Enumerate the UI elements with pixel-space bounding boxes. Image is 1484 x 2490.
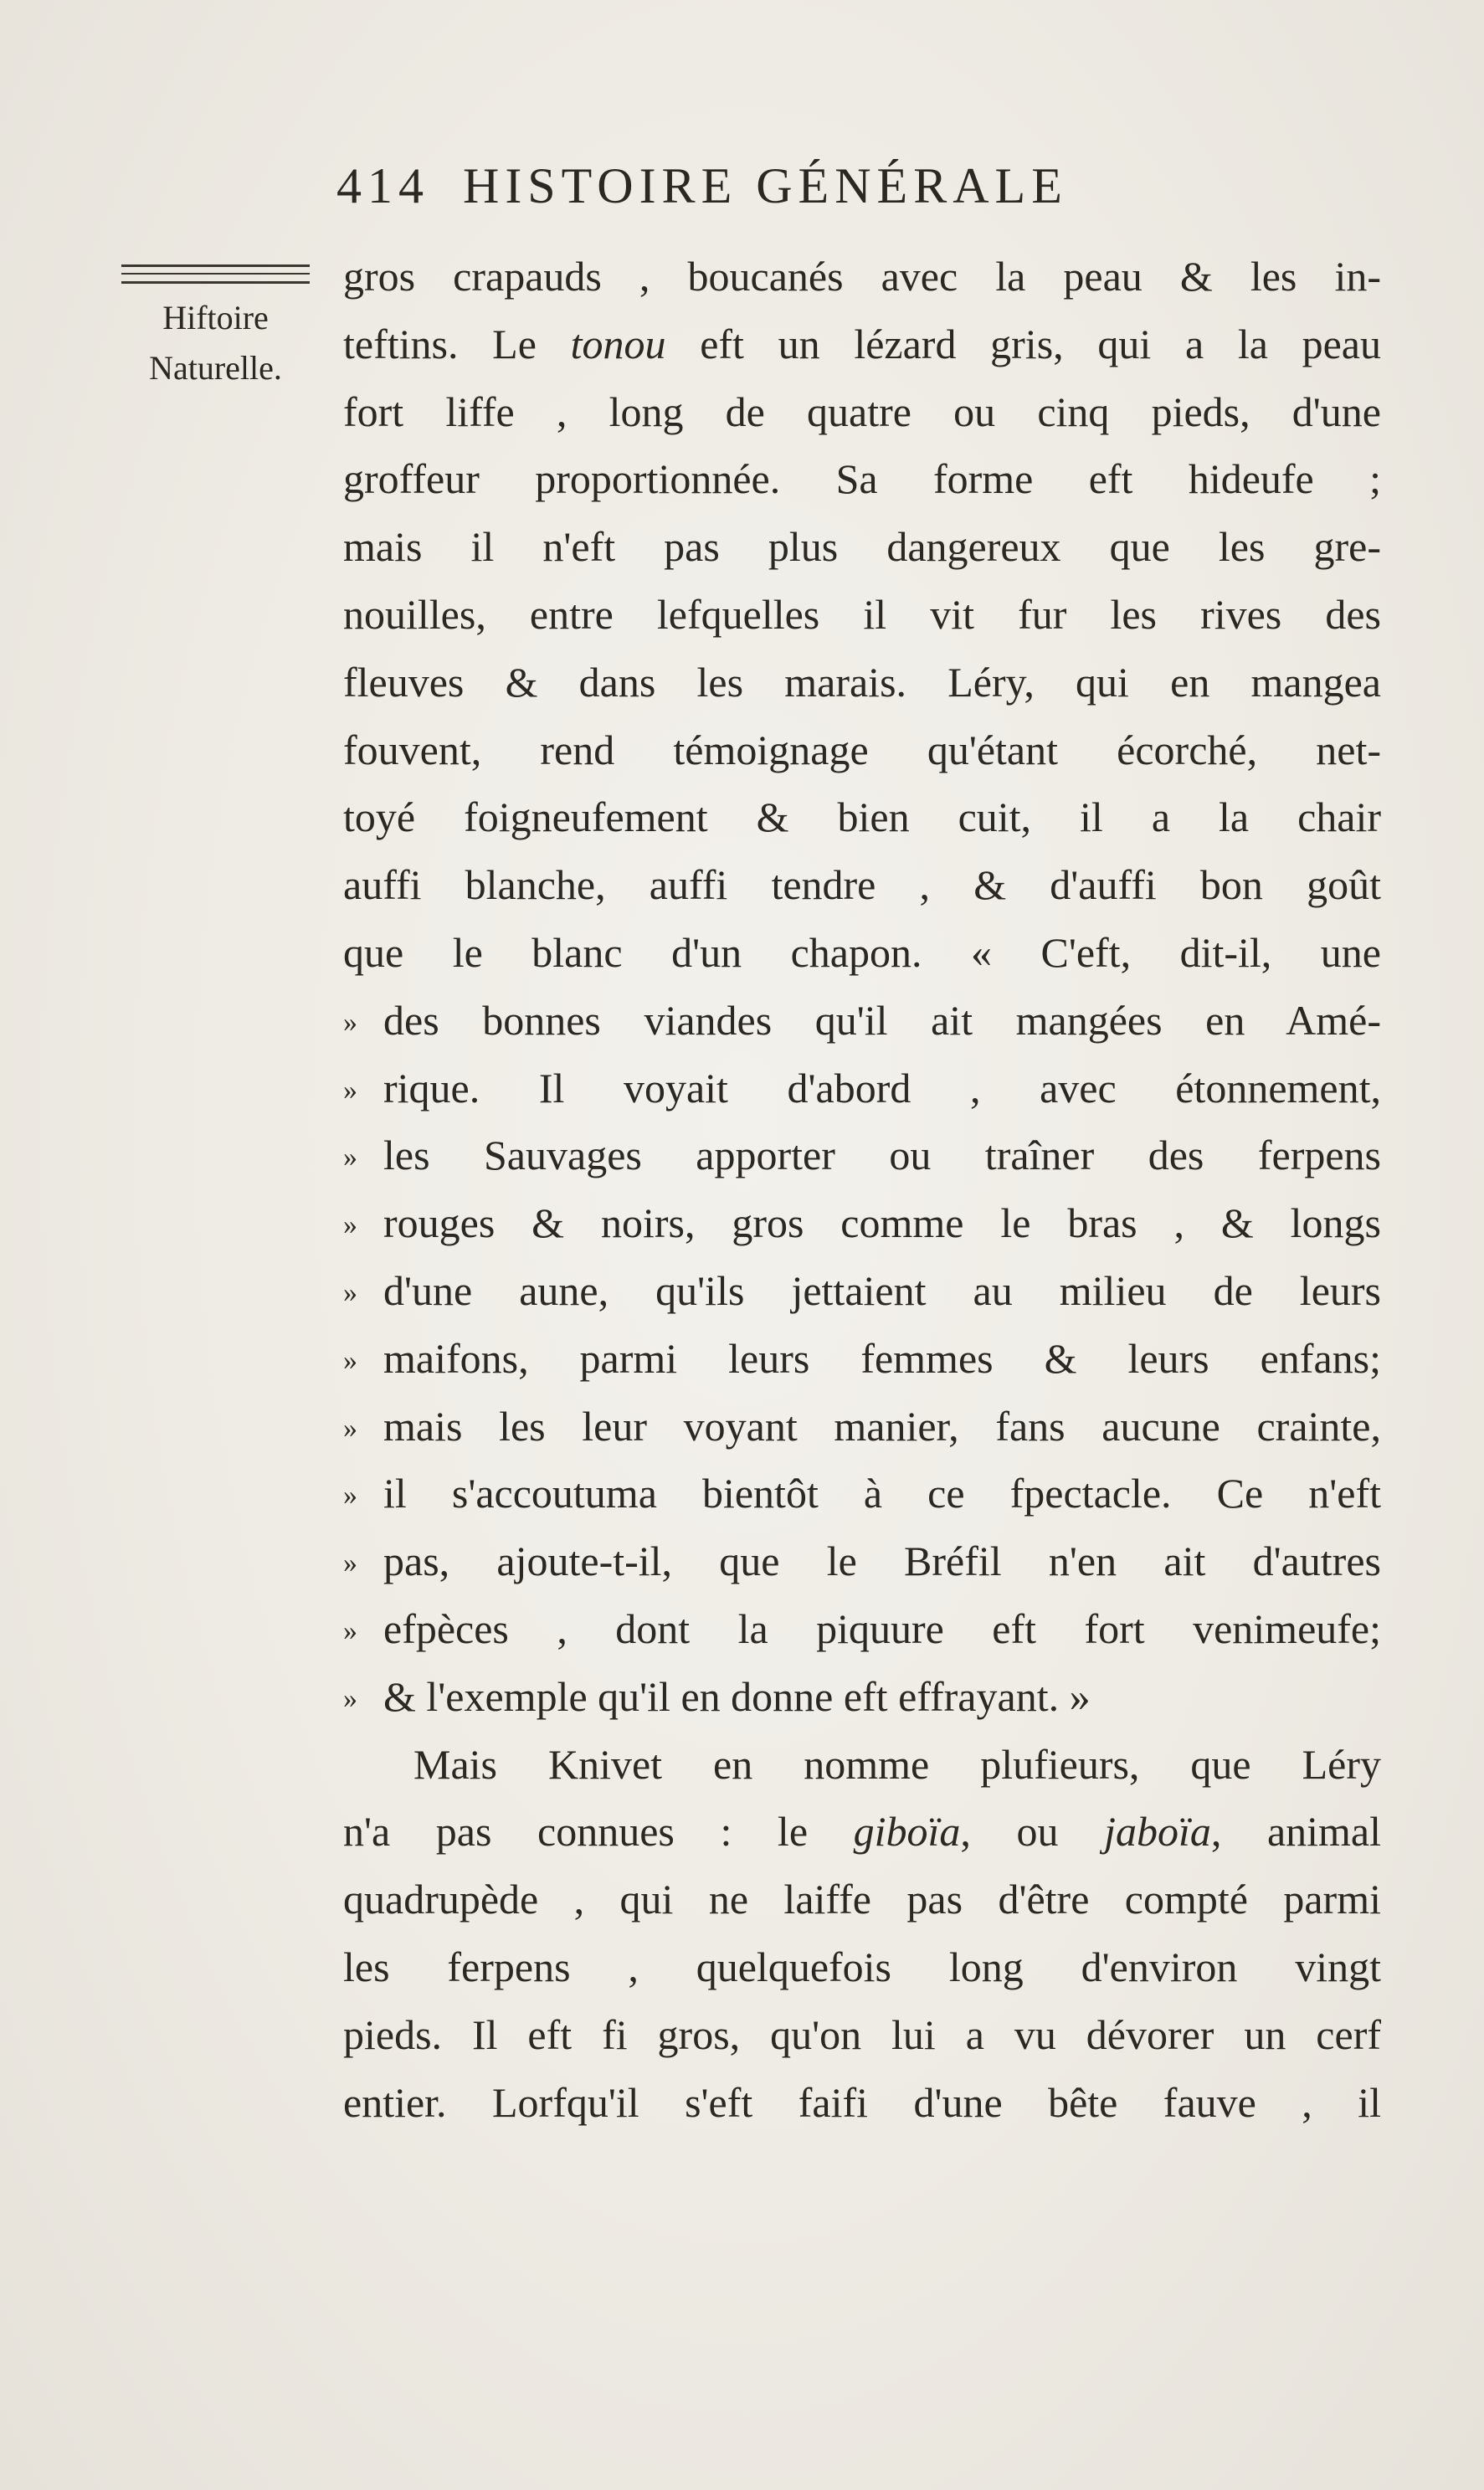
text-run: rique. Il voyait d'abord , avec étonnement, — [383, 1064, 1381, 1112]
text-run: rouges & noirs, gros comme le bras , & longs — [383, 1199, 1381, 1247]
text-run: efpèces , dont la piquure eft fort venimeufe; — [383, 1604, 1381, 1652]
text-run: , animal — [1210, 1808, 1382, 1856]
text-run: teftins. Le — [343, 320, 571, 367]
text-line: entier. Lorfqu'il s'eft faifi d'une bête fauve , il — [343, 2078, 1381, 2126]
quote-mark: » — [343, 1480, 357, 1512]
quote-mark: » — [343, 1412, 357, 1444]
text-line — [343, 1460, 1381, 1527]
text-run: mais les leur voyant manier, fans aucune crainte, — [383, 1402, 1381, 1450]
text-line — [343, 1393, 1381, 1461]
body-text — [343, 243, 1381, 2136]
text-run: les Sauvages apporter ou traîner des ferpens — [383, 1132, 1381, 1179]
text-run: eft un lézard gris, qui a la peau — [665, 320, 1381, 367]
text-line: Mais Knivet en nomme plufieurs, que Léry — [413, 1740, 1381, 1788]
text-line: que le blanc d'un chapon. « C'eft, dit-il, une — [343, 928, 1381, 976]
quote-mark: » — [343, 1615, 357, 1646]
text-line — [343, 1663, 1381, 1731]
text-run: n'a pas connues : le — [343, 1808, 854, 1856]
running-title: HISTOIRE GÉNÉRALE — [463, 158, 1068, 213]
quote-mark: » — [343, 1074, 357, 1106]
margin-note-line: Naturelle. — [149, 349, 282, 387]
text-line: fort liffe , long de quatre ou cinq pieds, d'une — [343, 388, 1381, 435]
text-line — [343, 1527, 1381, 1595]
text-line — [343, 1189, 1381, 1257]
text-line: groffeur proportionnée. Sa forme eft hideufe ; — [343, 455, 1381, 503]
text-line: pieds. Il eft fi gros, qu'on lui a vu dévorer un cerf — [343, 2010, 1381, 2058]
text-line — [343, 1798, 1381, 1866]
text-line — [343, 1595, 1381, 1663]
margin-note — [121, 293, 310, 393]
italic-term: tonou — [570, 320, 666, 367]
text-line — [343, 1055, 1381, 1122]
text-line: quadrupède , qui ne laiffe pas d'être compté parmi — [343, 1876, 1381, 1923]
text-line: toyé foigneufement & bien cuit, il a la chair — [343, 793, 1381, 841]
quote-mark: » — [343, 1276, 357, 1308]
quote-mark: » — [343, 1344, 357, 1376]
text-line — [343, 311, 1381, 378]
quote-mark: » — [343, 1209, 357, 1241]
quote-mark: » — [343, 1142, 357, 1173]
margin-note-line: Hiftoire — [162, 299, 269, 336]
text-line: nouilles, entre lefquelles il vit fur les rives des — [343, 590, 1381, 638]
margin-rule — [121, 273, 310, 275]
text-line: les ferpens , quelquefois long d'environ vingt — [343, 1943, 1381, 1990]
text-run: d'une aune, qu'ils jettaient au milieu de leurs — [383, 1266, 1381, 1314]
text-line: fouvent, rend témoignage qu'étant écorché, net- — [343, 726, 1381, 773]
text-line: fleuves & dans les marais. Léry, qui en mangea — [343, 658, 1381, 706]
margin-rule — [121, 281, 310, 284]
text-line — [343, 1257, 1381, 1325]
text-run: pas, ajoute-t-il, que le Bréfil n'en ait d'autres — [383, 1538, 1381, 1585]
margin-rule — [121, 264, 310, 267]
running-header — [336, 157, 1266, 224]
italic-term: giboïa — [853, 1808, 961, 1856]
text-line: auffi blanche, auffi tendre , & d'auffi bon goût — [343, 861, 1381, 909]
text-run: & l'exemple qu'il en donne eft effrayant. » — [383, 1672, 1091, 1720]
text-run: maifons, parmi leurs femmes & leurs enfans; — [383, 1334, 1381, 1382]
text-line — [343, 987, 1381, 1055]
text-line — [343, 1122, 1381, 1189]
text-line — [343, 1325, 1381, 1393]
italic-term: jaboïa — [1104, 1808, 1211, 1856]
quote-mark: » — [343, 1006, 357, 1038]
quote-mark: » — [343, 1548, 357, 1579]
quote-mark: » — [343, 1682, 357, 1714]
text-run: des bonnes viandes qu'il ait mangées en Amé- — [383, 996, 1381, 1044]
text-line: mais il n'eft pas plus dangereux que les gre- — [343, 523, 1381, 571]
text-run: , ou — [960, 1808, 1105, 1856]
text-run: il s'accoutuma bientôt à ce fpectacle. Ce n'eft — [383, 1470, 1381, 1517]
page-number: 414 — [336, 158, 429, 213]
text-line: gros crapauds , boucanés avec la peau & les in- — [343, 253, 1381, 300]
